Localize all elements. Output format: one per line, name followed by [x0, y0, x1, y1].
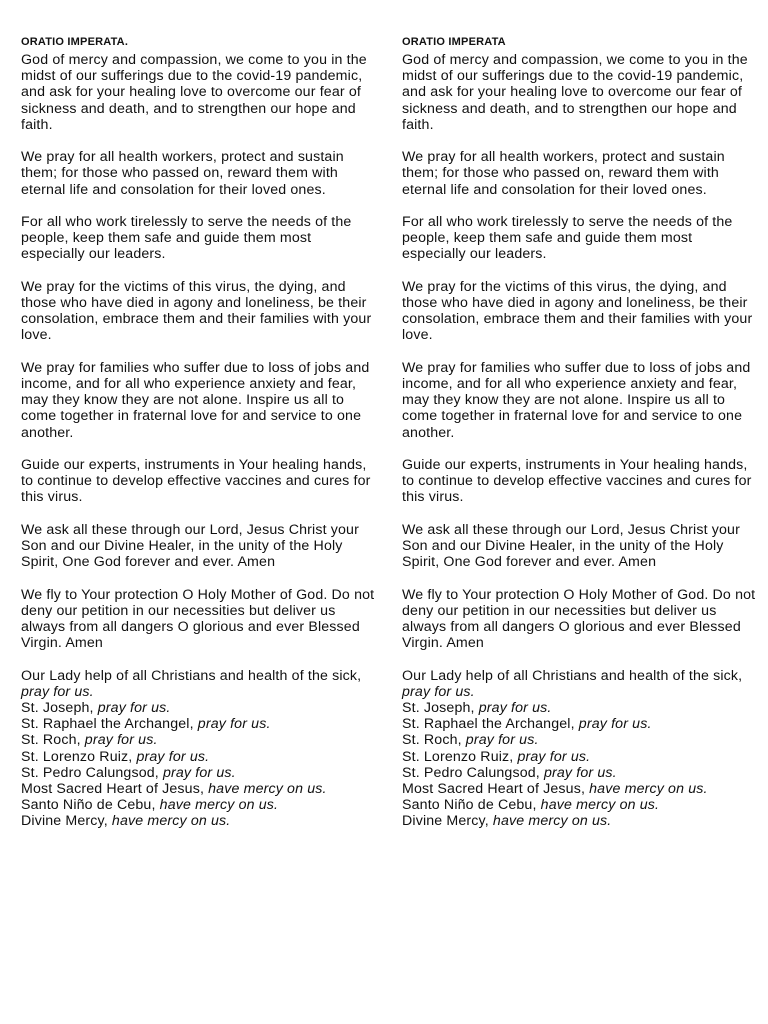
litany-invocation: St. Pedro Calungsod, [21, 764, 163, 781]
litany-invocation: Divine Mercy, [402, 813, 493, 830]
litany-response: pray for us. [197, 716, 271, 733]
litany-line [21, 700, 376, 716]
litany-line [402, 668, 757, 700]
litany-response: have mercy on us. [208, 781, 327, 798]
litany-invocation: Divine Mercy, [21, 813, 112, 830]
litany-line [21, 749, 376, 765]
prayer-paragraph: Guide our experts, instruments in Your healing hands, to continue to develop effective vaccines and cures for this virus. [402, 457, 752, 506]
litany-line [402, 797, 757, 813]
prayer-heading: ORATIO IMPERATA [402, 36, 506, 48]
litany-invocation: St. Lorenzo Ruiz, [402, 748, 518, 765]
prayer-paragraph: Guide our experts, instruments in Your healing hands, to continue to develop effective vaccines and cures for this virus. [21, 457, 371, 506]
litany-response: have mercy on us. [492, 813, 612, 830]
litany-line [21, 668, 376, 700]
litany-line [21, 797, 376, 813]
litany-line [402, 749, 757, 765]
litany-response: pray for us. [136, 748, 210, 765]
prayer-paragraph: We pray for the victims of this virus, the dying, and those who have died in agony and loneliness, be their consolation, embrace them and their families with your love. [21, 278, 372, 344]
litany-line [21, 716, 376, 732]
litany-response: pray for us. [465, 732, 539, 749]
litany-invocation: Most Sacred Heart of Jesus, [21, 781, 209, 798]
prayer-paragraph: For all who work tirelessly to serve the needs of the people, keep them safe and guide them most especially our leaders. [21, 214, 352, 263]
litany-invocation: St. Joseph, [21, 700, 98, 716]
litany-line [21, 732, 376, 748]
litany-invocation: Santo Niño de Cebu, [402, 797, 541, 814]
litany-invocation: Santo Niño de Cebu, [21, 797, 160, 814]
litany-line [402, 732, 757, 748]
litany-response: have mercy on us. [540, 797, 660, 814]
litany-invocation: Our Lady help of all Christians and health of the sick, [402, 667, 743, 684]
litany-line [402, 781, 757, 797]
litany-invocation: St. Raphael the Archangel, [21, 716, 198, 733]
prayer-paragraph: God of mercy and compassion, we come to you in the midst of our sufferings due to the covid-19 pandemic, and ask for your healing love to overcome our fear of sickness and death, and to strengthen our hope and faith. [21, 52, 367, 133]
prayer-paragraph: We pray for all health workers, protect and sustain them; for those who passed on, reward them with eternal life and consolation for their loved ones. [21, 149, 344, 198]
litany-line [402, 765, 757, 781]
litany-invocation: St. Joseph, [402, 700, 479, 716]
litany-response: pray for us. [21, 683, 94, 700]
prayer-paragraph: We fly to Your protection O Holy Mother of God. Do not deny our petition in our necessities but deliver us always from all dangers O glorious and ever Blessed Virgin. Amen [21, 586, 375, 652]
prayer-paragraph: We pray for all health workers, protect and sustain them; for those who passed on, reward them with eternal life and consolation for their loved ones. [402, 149, 725, 198]
prayer-paragraph: We ask all these through our Lord, Jesus Christ your Son and our Divine Healer, in the unity of the Holy Spirit, One God forever and ever. Amen [21, 521, 359, 571]
litany-response: pray for us. [84, 732, 158, 749]
litany-response: pray for us. [543, 764, 617, 781]
litany-response: have mercy on us. [589, 781, 708, 798]
litany-invocation: St. Raphael the Archangel, [402, 716, 579, 733]
litany-line [402, 716, 757, 732]
litany-line [402, 813, 757, 829]
litany-line [402, 700, 757, 716]
litany-line [21, 765, 376, 781]
litany-response: have mercy on us. [159, 797, 279, 814]
prayer-paragraph: We pray for the victims of this virus, the dying, and those who have died in agony and loneliness, be their consolation, embrace them and their families with your love. [402, 278, 753, 344]
litany-invocation: St. Pedro Calungsod, [402, 764, 544, 781]
prayer-paragraph: For all who work tirelessly to serve the needs of the people, keep them safe and guide them most especially our leaders. [402, 214, 733, 263]
litany-invocation: St. Lorenzo Ruiz, [21, 748, 137, 765]
litany-response: pray for us. [97, 700, 171, 716]
prayer-paragraph: We ask all these through our Lord, Jesus Christ your Son and our Divine Healer, in the unity of the Holy Spirit, One God forever and ever. Amen [402, 521, 740, 571]
prayer-column-left [21, 33, 376, 830]
litany [402, 668, 757, 830]
prayer-paragraph: We pray for families who suffer due to loss of jobs and income, and for all who experience anxiety and fear, may they know they are not alone. Inspire us all to come together in fraternal love for and service to one another. [402, 359, 751, 441]
prayer-paragraph: God of mercy and compassion, we come to you in the midst of our sufferings due to the covid-19 pandemic, and ask for your healing love to overcome our fear of sickness and death, and to strengthen our hope and faith. [402, 52, 748, 133]
litany-response: have mercy on us. [111, 813, 231, 830]
litany-response: pray for us. [478, 700, 552, 716]
litany-invocation: Our Lady help of all Christians and health of the sick, [21, 667, 362, 684]
litany-invocation: Most Sacred Heart of Jesus, [402, 781, 590, 798]
prayer-paragraph: We pray for families who suffer due to loss of jobs and income, and for all who experience anxiety and fear, may they know they are not alone. Inspire us all to come together in fraternal love for and service to one another. [21, 359, 370, 441]
prayer-paragraph: We fly to Your protection O Holy Mother of God. Do not deny our petition in our necessities but deliver us always from all dangers O glorious and ever Blessed Virgin. Amen [402, 586, 756, 652]
prayer-heading: ORATIO IMPERATA. [21, 36, 129, 48]
litany [21, 668, 376, 830]
prayer-column-right [402, 33, 757, 830]
litany-response: pray for us. [578, 716, 652, 733]
litany-invocation: St. Roch, [402, 732, 466, 749]
litany-line [21, 813, 376, 829]
litany-response: pray for us. [517, 748, 591, 765]
litany-response: pray for us. [402, 683, 475, 700]
litany-invocation: St. Roch, [21, 732, 85, 749]
litany-line [21, 781, 376, 797]
litany-response: pray for us. [162, 764, 236, 781]
